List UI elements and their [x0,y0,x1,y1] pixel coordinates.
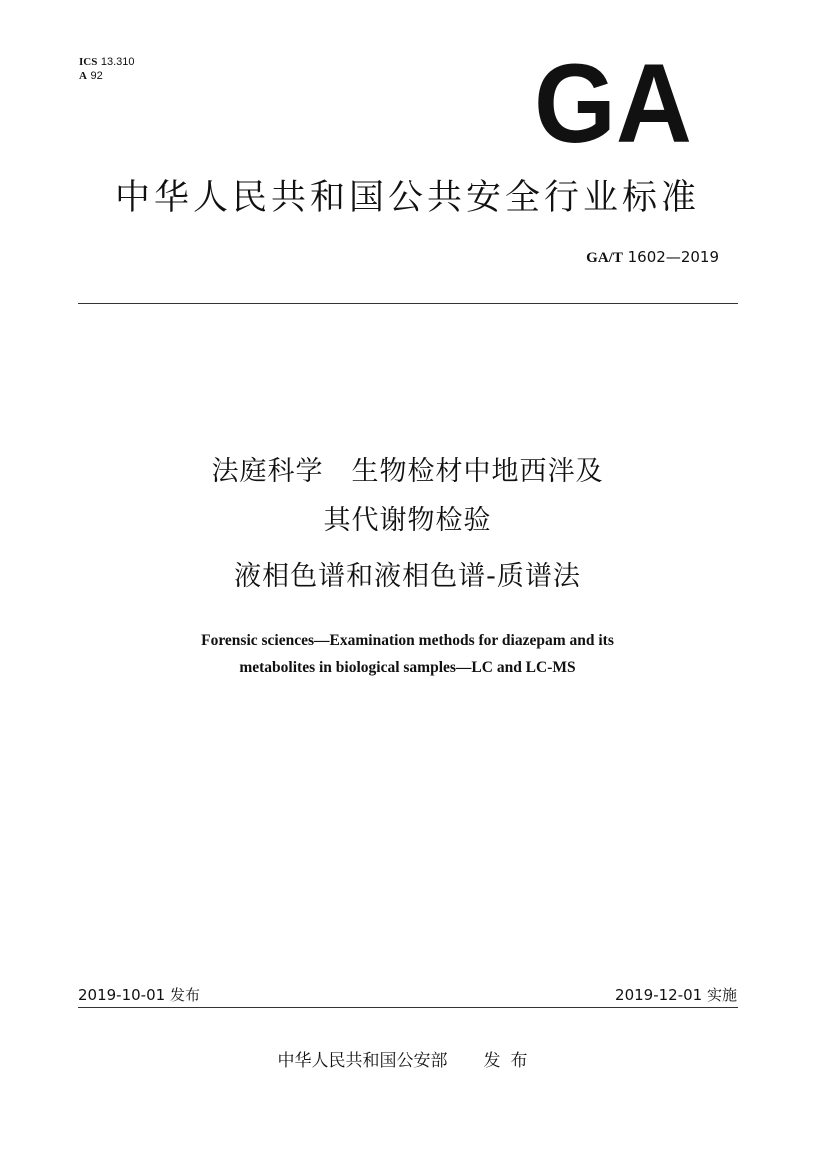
ccs-code [79,69,135,83]
ccs-label: A [79,70,87,82]
standard-code-prefix: GA/T [586,250,623,266]
ccs-value: 92 [90,70,103,82]
title-en-line1: Forensic sciences—Examination methods for diazepam and its [201,632,614,649]
footer-divider [78,1007,738,1008]
classification-codes [79,55,135,83]
implement-date: 2019-12-01 实施 [615,986,737,1004]
ga-logo-text: GA [534,62,692,144]
title-zh-line3: 液相色谱和液相色谱-质谱法 [234,561,581,592]
standard-name: 中华人民共和国公共安全行业标准 [114,178,700,218]
header-divider [78,303,738,304]
ics-value: 13.310 [100,56,135,68]
ga-logo [533,62,693,144]
publisher-name: 中华人民共和国公安部 [277,1051,448,1071]
issue-date: 2019-10-01 发布 [78,986,200,1004]
standard-code-number: 1602—2019 [627,248,719,266]
publisher-line [0,1046,815,1071]
title-zh-line2: 其代谢物检验 [323,505,492,536]
title-en-line2: metabolites in biological samples—LC and LC-MS [239,659,576,676]
ics-label: ICS [79,56,98,68]
standard-code [586,248,719,267]
title-zh-line1: 法庭科学 生物检材中地西泮及 [211,456,604,487]
publisher-action: 发布 [483,1051,538,1071]
ics-code [79,55,135,69]
